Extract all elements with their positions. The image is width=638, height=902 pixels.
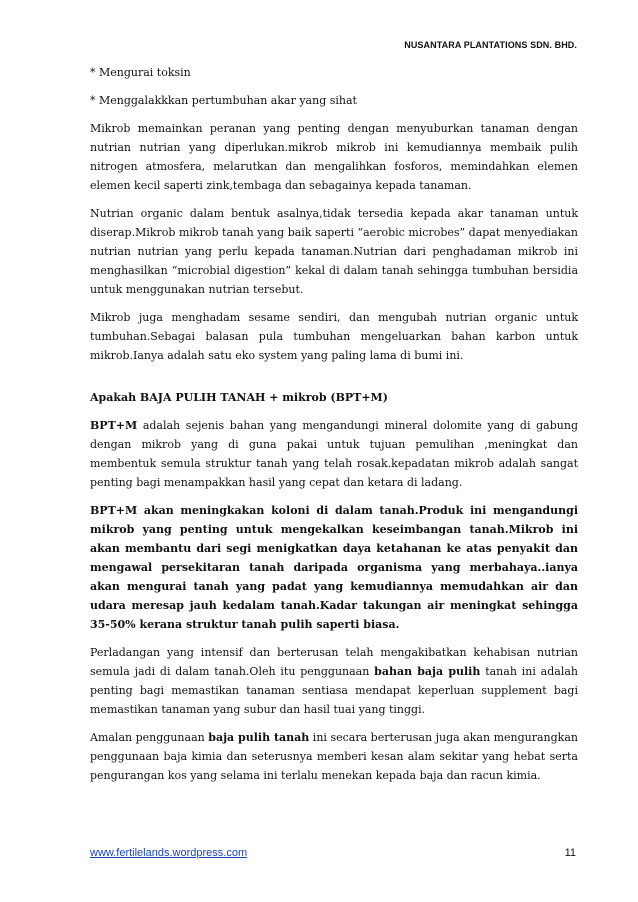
paragraph-perladangan [90,643,578,719]
paragraph-nutrian-organic: Nutrian organic dalam bentuk asalnya,tidak tersedia kepada akar tanaman untuk diserap.Mikrob mikrob tanah yang baik saperti “aerobic microbes” dapat menyediakan nutrian nutrian yang perlu kepada tanaman.Nutrian dari penghadaman mikrob ini menghasilkan “microbial digestion” kekal di dalam tanah sehingga tumbuhan bersidia untuk menggunakan nutrian tersebut. [90,207,578,296]
perladangan-text-b: tanah ini adalah penting bagi memastikan tanaman sentiasa mendapat keperluan supplement bagi memastikan tanaman yang subur dan hasil tuai yang tinggi. [90,665,578,716]
document-body [90,63,578,794]
paragraph-mikrob-peranan: Mikrob memainkan peranan yang penting dengan menyuburkan tanaman dengan nutrian nutrian yang diperlukan.mikrob mikrob ini kemudiannya membaik pulih nitrogen atmosfera, melarutkan dan mengalihkan fosforos, memindahkan elemen elemen kecil saperti zink,tembaga dan sebagainya kepada tanaman. [90,122,578,192]
bptm-definition-text: adalah sejenis bahan yang mengandungi mineral dolomite yang di gabung dengan mikrob yang di guna pakai untuk tujuan pemulihan ,meningkat dan membentuk semula struktur tanah yang telah rosak.kepadatan mikrob adalah sangat penting bagi menampakkan hasil yang cepat dan ketara di ladang. [90,419,578,489]
baja-pulih-bold: bahan baja pulih [374,665,481,678]
baja-pulih-tanah-bold: baja pulih tanah [208,731,310,744]
amalan-text-b: ini secara berterusan juga akan mengurangkan penggunaan baja kimia dan seterusnya memberi kesan alam sekitar yang hebat serta pengurangan kos yang selama ini terlalu menekan kepada baja dan racun kimia. [90,731,578,782]
company-header: NUSANTARA PLANTATIONS SDN. BHD. [404,40,577,50]
page-number: 11 [564,847,576,859]
paragraph-amalan [90,728,578,785]
amalan-text-a: Amalan penggunaan [90,731,209,744]
footer-website-link[interactable]: www.fertilelands.wordpress.com [90,847,248,859]
section-heading-text: Apakah BAJA PULIH TANAH + mikrob (BPT+M) [90,391,388,404]
paragraph-bptm-definition [90,416,578,492]
paragraph-bptm-koloni [90,501,578,634]
bptm-koloni-text: BPT+M akan meningkakan koloni di dalam tanah.Produk ini mengandungi mikrob yang penting untuk mengekalkan keseimbangan tanah.Mikrob ini akan membantu dari segi menigkatkan daya ketahanan ke atas penyakit dan mengawal persekitaran tanah daripada organisma yang merbahaya..ianya akan mengurai tanah yang padat yang kemudiannya memudahkan air dan udara meresap jauh kedalam tanah.Kadar takungan air meningkat sehingga 35-50% kerana struktur tanah pulih saperti biasa. [90,504,578,631]
bullet-akar-sihat: * Menggalakkkan pertumbuhan akar yang sihat [90,94,357,107]
bptm-bold: BPT+M [90,419,138,432]
perladangan-text-a: Perladangan yang intensif dan berterusan telah mengakibatkan kehabisan nutrian semula jadi di dalam tanah.Oleh itu penggunaan [90,646,578,678]
paragraph-mikrob-menghadam: Mikrob juga menghadam sesame sendiri, dan mengubah nutrian organic untuk tumbuhan.Sebagai balasan pula tumbuhan mengeluarkan bahan karbon untuk mikrob.Ianya adalah satu eko system yang paling lama di bumi ini. [90,311,578,362]
bullet-mengurai-toksin: * Mengurai toksin [90,66,191,79]
section-heading [90,388,578,407]
